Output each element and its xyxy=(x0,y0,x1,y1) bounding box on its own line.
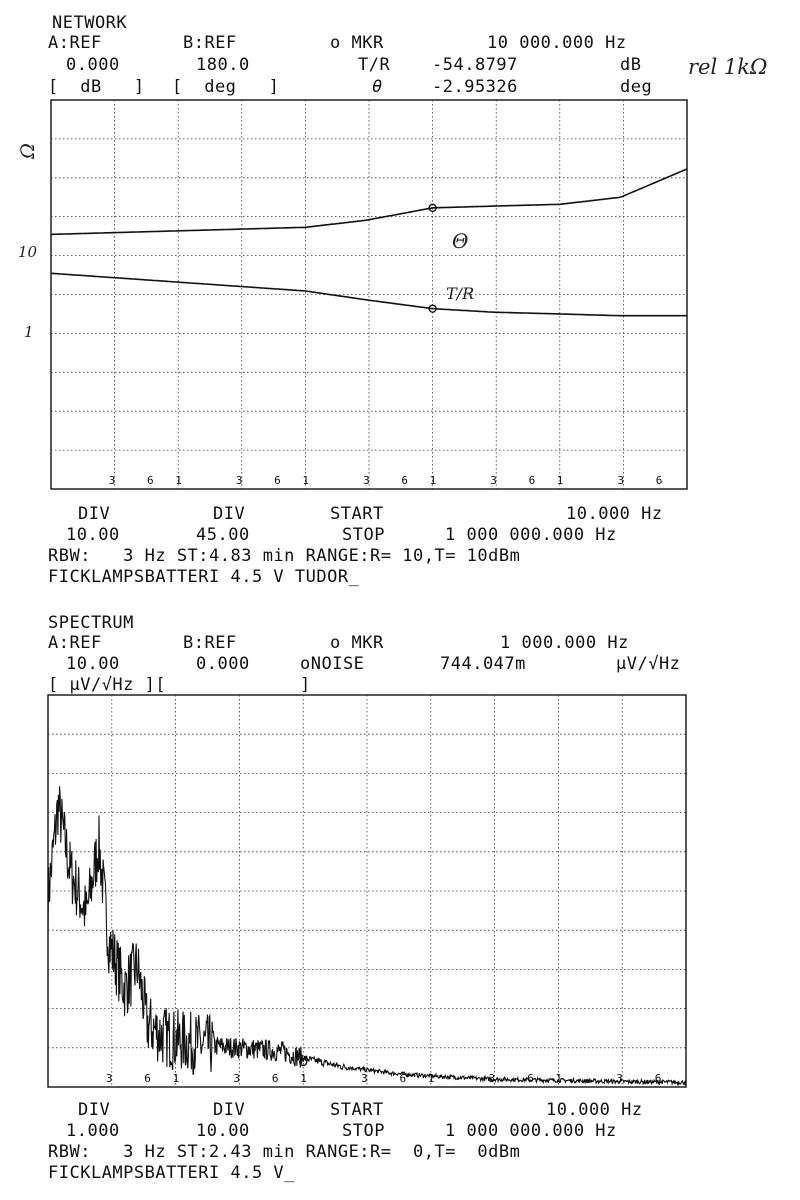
network-tr-value: -54.8797 xyxy=(432,55,518,75)
spectrum-x-tick-label: 6 xyxy=(654,1072,662,1085)
network-stop-value: 1 000 000.000 Hz xyxy=(445,525,617,545)
network-a-value: 0.000 xyxy=(66,55,120,75)
network-x-tick-label: 1 xyxy=(302,474,310,487)
network-x-tick-label: 3 xyxy=(363,474,370,487)
spectrum-a-ref-label: A:REF xyxy=(48,633,102,653)
spectrum-div-a-label: DIV xyxy=(78,1100,111,1120)
handwritten-one: 1 xyxy=(24,323,34,341)
spectrum-x-tick-label: 6 xyxy=(144,1072,151,1085)
network-div-a-label: DIV xyxy=(78,504,111,524)
spectrum-start-label: START xyxy=(330,1100,384,1120)
spectrum-x-tick-label: 1 xyxy=(300,1072,307,1085)
spectrum-x-tick-label: 6 xyxy=(527,1072,534,1085)
network-x-tick-label: 1 xyxy=(175,474,182,487)
network-x-tick-label: 6 xyxy=(655,474,663,487)
network-b-ref-label: B:REF xyxy=(183,33,237,53)
spectrum-x-tick-label: 3 xyxy=(361,1072,368,1085)
network-x-tick-label: 3 xyxy=(490,474,497,487)
spectrum-marker-frequency: 1 000.000 Hz xyxy=(500,633,629,653)
network-stop-label: STOP xyxy=(342,525,385,545)
spectrum-b-ref-label: B:REF xyxy=(183,633,237,653)
spectrum-x-tick-label: 6 xyxy=(271,1072,279,1085)
network-x-tick-label: 1 xyxy=(556,474,564,487)
spectrum-noise-value: 744.047m xyxy=(440,654,526,674)
network-tr-label: T/R xyxy=(358,55,391,75)
network-div-b-label: DIV xyxy=(213,504,246,524)
network-x-tick-label: 1 xyxy=(429,474,437,487)
network-theta-unit: deg xyxy=(620,77,653,97)
spectrum-x-tick-label: 1 xyxy=(555,1072,563,1085)
spectrum-x-tick-label: 3 xyxy=(488,1072,496,1085)
handwritten-ten: 10 xyxy=(18,243,38,261)
network-x-tick-label: 3 xyxy=(617,474,625,487)
network-theta-value: -2.95326 xyxy=(432,77,518,97)
spectrum-div-b-label: DIV xyxy=(213,1100,246,1120)
spectrum-noise-unit: μV/√Hz xyxy=(616,654,681,674)
spectrum-start-value: 10.000 Hz xyxy=(546,1100,643,1120)
handwritten-tr-tag: T/R xyxy=(446,284,475,303)
network-comment: FICKLAMPSBATTERI 4.5 V TUDOR_ xyxy=(48,567,360,587)
spectrum-status-line: RBW: 3 Hz ST:2.43 min RANGE:R= 0,T= 0dBm xyxy=(48,1142,521,1162)
spectrum-b-unit: ] xyxy=(300,675,311,695)
spectrum-marker-label: o MKR xyxy=(330,633,384,653)
spectrum-x-tick-label: 6 xyxy=(399,1072,407,1085)
spectrum-noise-label: oNOISE xyxy=(300,654,365,674)
network-x-tick-label: 6 xyxy=(401,474,409,487)
network-start-value: 10.000 Hz xyxy=(566,504,663,524)
handwritten-omega: Ω xyxy=(16,143,39,159)
spectrum-b-value: 0.000 xyxy=(196,654,250,674)
network-div-a-value: 10.00 xyxy=(66,525,120,545)
network-marker-label: o MKR xyxy=(330,33,384,53)
network-x-tick-label: 3 xyxy=(108,474,116,487)
spectrum-x-tick-label: 3 xyxy=(233,1072,241,1085)
network-title: NETWORK xyxy=(52,13,128,33)
network-a-ref-label: A:REF xyxy=(48,33,102,53)
network-x-tick-label: 6 xyxy=(146,474,154,487)
spectrum-a-unit: [ μV/√Hz ][ xyxy=(48,675,167,695)
network-a-unit: [ dB ] xyxy=(48,77,145,97)
network-div-b-value: 45.00 xyxy=(196,525,250,545)
spectrum-comment: FICKLAMPSBATTERI 4.5 V_ xyxy=(48,1163,295,1183)
network-b-value: 180.0 xyxy=(196,55,250,75)
spectrum-a-value: 10.00 xyxy=(66,654,120,674)
network-tr-unit: dB xyxy=(620,55,642,75)
spectrum-stop-value: 1 000 000.000 Hz xyxy=(445,1121,617,1141)
spectrum-title: SPECTRUM xyxy=(48,613,134,633)
network-x-tick-label: 6 xyxy=(274,474,281,487)
spectrum-div-b-value: 10.00 xyxy=(196,1121,250,1141)
network-b-unit: [ deg ] xyxy=(172,77,280,97)
network-x-tick-label: 6 xyxy=(528,474,536,487)
spectrum-div-a-value: 1.000 xyxy=(66,1121,120,1141)
spectrum-x-tick-label: 1 xyxy=(427,1072,435,1085)
spectrum-x-tick-label: 3 xyxy=(105,1072,113,1085)
network-theta-label: θ xyxy=(372,77,383,97)
network-x-tick-label: 3 xyxy=(235,474,243,487)
handwritten-rel-note: rel 1kΩ xyxy=(688,55,768,79)
network-marker-frequency: 10 000.000 Hz xyxy=(487,33,627,53)
network-status-line: RBW: 3 Hz ST:4.83 min RANGE:R= 10,T= 10dBm xyxy=(48,546,521,566)
spectrum-x-tick-label: 1 xyxy=(172,1072,180,1085)
spectrum-x-tick-label: 3 xyxy=(616,1072,623,1085)
network-start-label: START xyxy=(330,504,384,524)
handwritten-theta-tag: Θ xyxy=(452,229,469,253)
spectrum-stop-label: STOP xyxy=(342,1121,385,1141)
